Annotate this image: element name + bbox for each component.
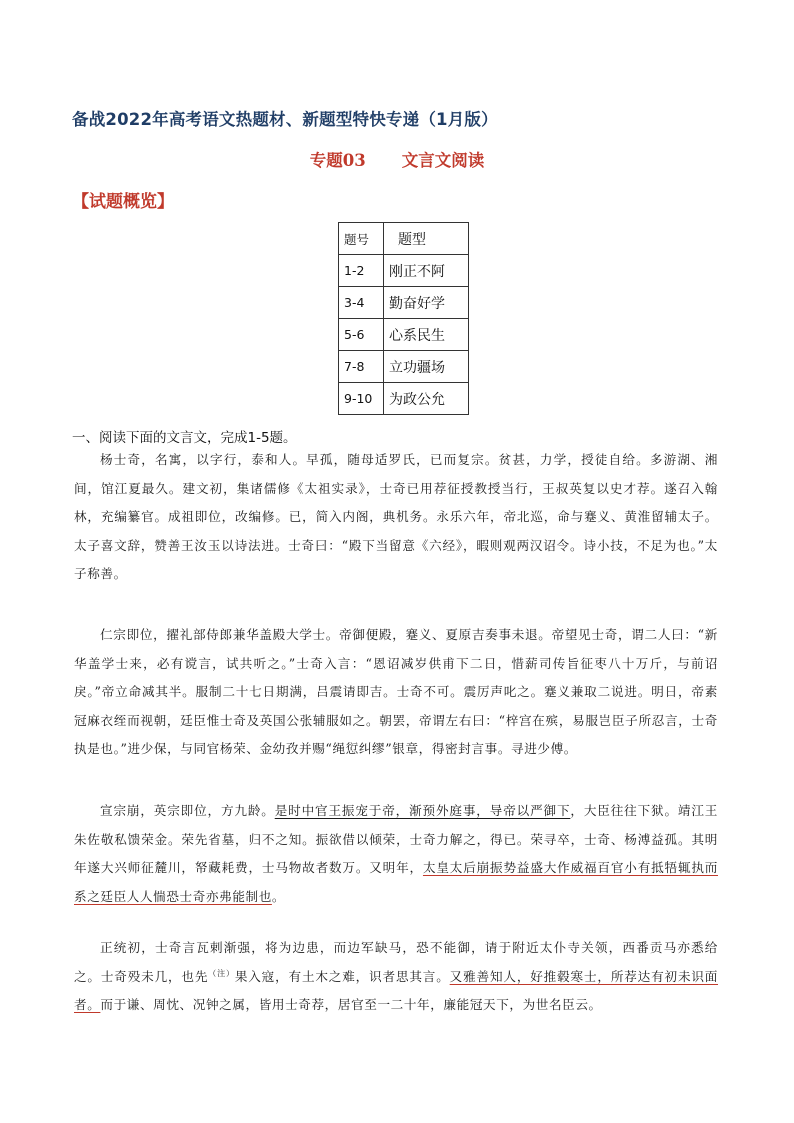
cell-type: 为政公允 — [384, 383, 469, 415]
cell-type: 立功疆场 — [384, 351, 469, 383]
footnote-marker: （注） — [208, 968, 235, 978]
table-row — [339, 287, 469, 319]
question-instruction: 一、阅读下面的文言文，完成1-5题。 — [72, 430, 297, 446]
topic-heading — [0, 147, 794, 171]
passage-paragraph-3 — [74, 797, 718, 911]
document-title: 备战2022年高考语文热题材、新题型特快专递（1月版） — [72, 110, 498, 129]
topic-name: 文言文阅读 — [401, 151, 485, 170]
cell-type: 刚正不阿 — [384, 255, 469, 287]
table-row — [339, 319, 469, 351]
passage-paragraph-2: 仁宗即位，擢礼部侍郎兼华盖殿大学士。帝御便殿，蹇义、夏原吉奏事未退。帝望见士奇，谓二人曰：“新华盖学士来，必有谠言，试共听之。”士奇入言：“恩诏减岁供甫下二日，惜薪司传旨征枣八十万斤，与前诏戾。”帝立命减其半。服制二十七日期满，吕震请即吉。士奇不可。震厉声叱之。蹇义兼取二说进。明日，帝素冠麻衣绖而视朝，廷臣惟士奇及英国公张辅服如之。朝罢，帝谓左右曰：“梓宫在殡，易服岂臣子所忍言，士奇执是也。”进少保，与同官杨荣、金幼孜并赐“绳愆纠缪”银章，得密封言事。寻进少傅。 — [74, 627, 718, 756]
table-row — [339, 383, 469, 415]
header-cell-number: 题号 — [339, 223, 384, 255]
topic-number: 专题03 — [309, 151, 366, 170]
header-cell-type: 题型 — [384, 223, 469, 255]
cell-number: 7-8 — [339, 351, 384, 383]
cell-type: 勤奋好学 — [384, 287, 469, 319]
cell-number: 9-10 — [339, 383, 384, 415]
table-row — [339, 351, 469, 383]
cell-number: 3-4 — [339, 287, 384, 319]
underlined-sentence: 又雅善知人，好推毂寒士，所荐达有初未识面者。 — [74, 968, 719, 1012]
cell-number: 5-6 — [339, 319, 384, 351]
text-span: ，大臣往往下狱。靖江王朱佐敬私馈荣金。荣先省墓，归不之知。振欲借以倾荣，士奇力解之，得已。荣寻卒，士奇、杨溥益孤。其明年遂大兴师征麓川，帑藏耗费，士马物故者数万。又明年， — [74, 803, 718, 875]
text-span: 。 — [271, 888, 286, 904]
overview-table — [338, 222, 469, 415]
wavy-underlined-passage: 太皇太后崩振势益盛大作威福百官小有抵牾辄执而系之廷臣人人惴恐士奇亦弗能制也 — [74, 860, 718, 904]
cell-number: 1-2 — [339, 255, 384, 287]
overview-label: 【试题概览】 — [72, 192, 174, 212]
text-span: 而于谦、周忱、况钟之属，皆用士奇荐，居官至一二十年，廉能冠天下，为世名臣云。 — [100, 997, 602, 1012]
text-span: 正统初，士奇言瓦剌渐强，将为边患，而边军缺马，恐不能御，请于附近太仆寺关领，西番贡马亦悉给之。士奇殁未几，也先 — [74, 940, 718, 984]
cell-type: 心系民生 — [384, 319, 469, 351]
text-span: 果入寇，有土木之难，识者思其言。 — [234, 968, 450, 984]
table-header-row — [339, 223, 469, 255]
passage-paragraph-4 — [74, 934, 718, 1020]
passage-paragraph-1: 杨士奇，名寓，以字行，泰和人。早孤，随母适罗氏，已而复宗。贫甚，力学，授徒自给。多游湖、湘间，馆江夏最久。建文初，集诸儒修《太祖实录》，士奇已用荐征授教授当行，王叔英复以史才荐。遂召入翰林，充编纂官。成祖即位，改编修。已，简入内阁，典机务。永乐六年，帝北巡，命与蹇义、黄淮留辅太子。太子喜文辞，赞善王汝玉以诗法进。士奇曰：“殿下当留意《六经》，暇则观两汉诏令。诗小技，不足为也。”太子称善。 — [74, 452, 718, 581]
table-row — [339, 255, 469, 287]
text-span: 宣宗崩，英宗即位，方九龄。 — [100, 803, 275, 818]
underlined-sentence: 是时中官王振宠于帝，渐预外庭事，导帝以严御下 — [274, 803, 571, 818]
